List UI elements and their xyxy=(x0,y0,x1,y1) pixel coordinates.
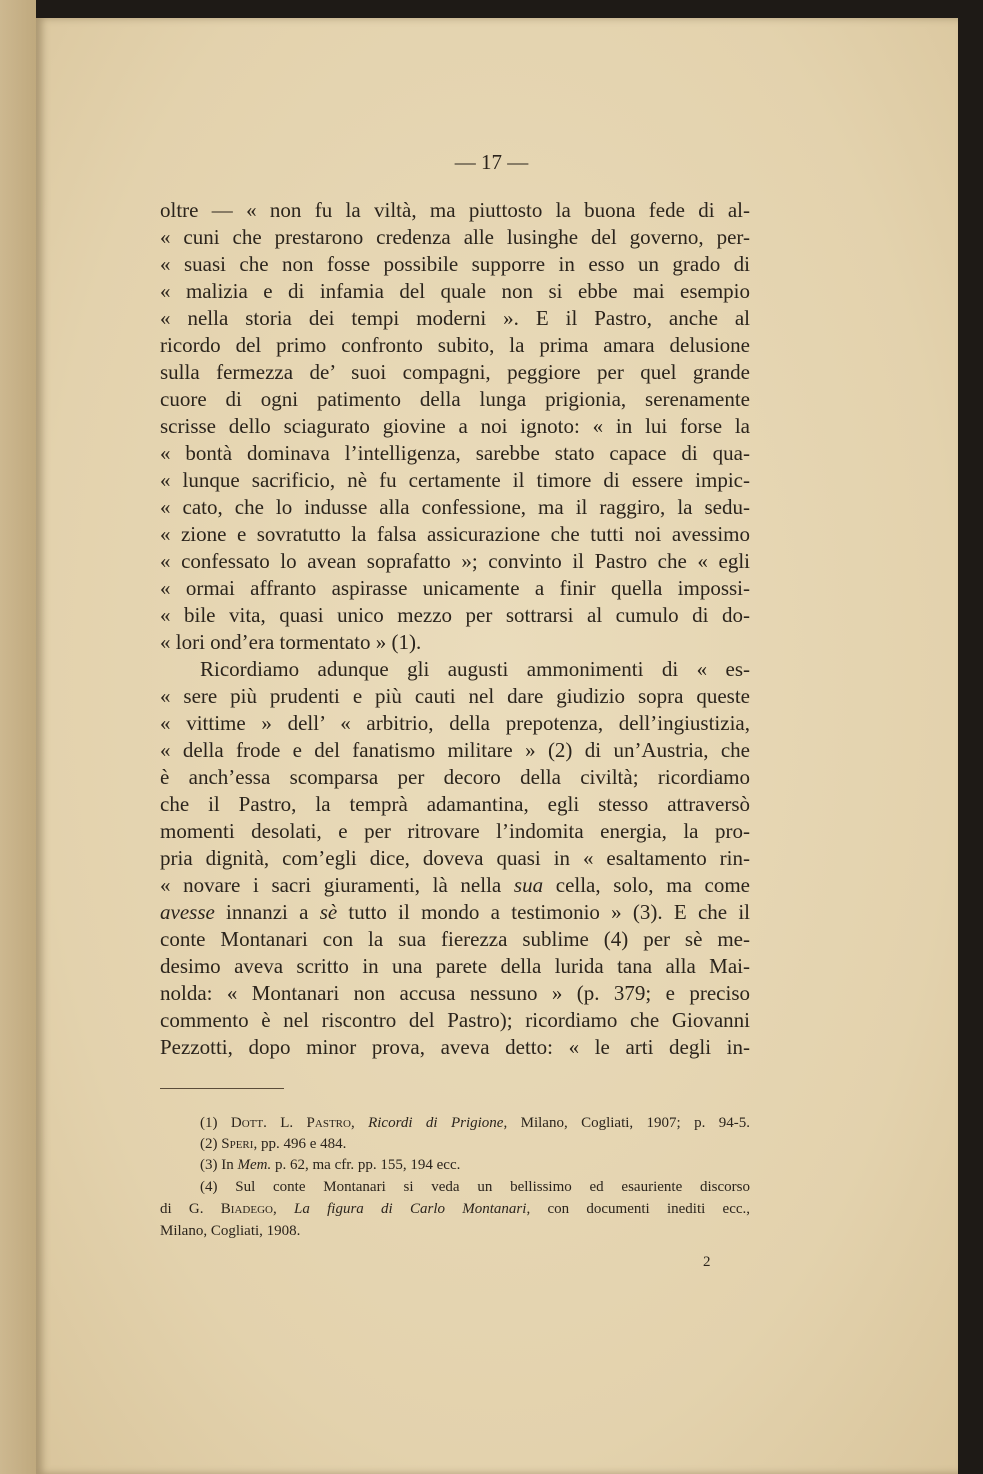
footnote-separator xyxy=(160,1088,284,1089)
text-span: sulla fermezza de’ suoi compagni, peggiore per quel grande xyxy=(160,360,750,384)
text-span: , pp. 496 e 484. xyxy=(253,1136,347,1152)
text-line xyxy=(160,683,750,709)
text-line xyxy=(160,629,750,655)
text-span: desimo aveva scritto in una parete della lurida tana alla Mai- xyxy=(160,954,750,978)
text-span: « vittime » dell’ « arbitrio, della prepotenza, dell’ingiustizia, xyxy=(160,711,750,735)
text-span: cella, solo, ma come xyxy=(543,873,750,897)
text-span: Ricordi di Prigione xyxy=(368,1115,504,1131)
page-number: — 17 — xyxy=(454,150,529,174)
text-line xyxy=(200,656,750,682)
signature-mark: 2 xyxy=(703,1254,711,1270)
text-span: « ormai affranto aspirasse unicamente a finir quella impossi- xyxy=(160,576,750,600)
text-span: tutto il mondo a testimonio » (3). E che il xyxy=(337,900,750,924)
text-span: , Milano, Cogliati, 1907; p. 94-5. xyxy=(503,1115,750,1131)
text-span: nolda: « Montanari non accusa nessuno » (p. 379; e preciso xyxy=(160,981,750,1005)
text-span: « bontà dominava l’intelligenza, sarebbe stato capace di qua- xyxy=(160,441,750,465)
text-span: avesse xyxy=(160,900,215,924)
text-span: « cuni che prestarono credenza alle lusinghe del governo, per- xyxy=(160,225,750,249)
text-span: Speri xyxy=(221,1136,254,1152)
text-line xyxy=(160,980,750,1006)
text-line xyxy=(160,413,750,439)
text-line xyxy=(160,548,750,574)
text-line xyxy=(160,467,750,493)
text-span: « malizia e di infamia del quale non si ebbe mai esempio xyxy=(160,279,750,303)
text-span: « novare i sacri giuramenti, là nella xyxy=(160,873,514,897)
text-line xyxy=(160,224,750,250)
text-line xyxy=(160,197,750,223)
text-span: « cato, che lo indusse alla confessione, ma il raggiro, la sedu- xyxy=(160,495,750,519)
text-span: scrisse dello sciagurato giovine a noi ignoto: « in lui forse la xyxy=(160,414,750,438)
text-span: commento è nel riscontro del Pastro); ricordiamo che Giovanni xyxy=(160,1008,750,1032)
text-span: « lunque sacrificio, nè fu certamente il timore di essere impic- xyxy=(160,468,750,492)
text-span: momenti desolati, e per ritrovare l’indomita energia, la pro- xyxy=(160,819,750,843)
text-line xyxy=(160,791,750,817)
text-line xyxy=(160,521,750,547)
text-span: « zione e sovratutto la falsa assicurazione che tutti noi avessimo xyxy=(160,522,750,546)
text-span: p. 62, ma cfr. pp. 155, 194 ecc. xyxy=(271,1157,461,1173)
text-line xyxy=(160,278,750,304)
text-span: , xyxy=(272,1201,294,1217)
text-span: « della frode e del fanatismo militare » (2) di un’Austria, che xyxy=(160,738,750,762)
footnote xyxy=(160,1199,750,1219)
text-span: , xyxy=(350,1115,369,1131)
text-span: La figura di Carlo Montanari xyxy=(294,1201,527,1217)
text-span: conte Montanari con la sua fierezza sublime (4) per sè me- xyxy=(160,927,750,951)
text-span: , con documenti inediti ecc., xyxy=(526,1201,751,1217)
text-line xyxy=(160,359,750,385)
text-line xyxy=(160,872,750,898)
text-span: « nella storia dei tempi moderni ». E il Pastro, anche al xyxy=(160,306,750,330)
text-line xyxy=(160,710,750,736)
text-line xyxy=(160,332,750,358)
text-span: Ricordiamo adunque gli augusti ammonimenti di « es- xyxy=(200,657,750,681)
text-line xyxy=(160,845,750,871)
text-span: è anch’essa scomparsa per decoro della civiltà; ricordiamo xyxy=(160,765,750,789)
text-span: di G. xyxy=(160,1201,221,1217)
text-line xyxy=(160,1034,750,1060)
text-line xyxy=(160,440,750,466)
text-line xyxy=(160,899,750,925)
previous-page-edge xyxy=(0,0,36,1474)
text-span: oltre — « non fu la viltà, ma piuttosto la buona fede di al- xyxy=(160,198,750,222)
text-span: « bile vita, quasi unico mezzo per sottrarsi al cumulo di do- xyxy=(160,603,750,627)
text-span: Milano, Cogliati, 1908. xyxy=(160,1223,301,1239)
text-span: (4) Sul conte Montanari si veda un bellissimo ed esauriente discorso xyxy=(200,1179,750,1195)
text-span: che il Pastro, la temprà adamantina, egli stesso attraversò xyxy=(160,792,750,816)
text-span: ricordo del primo confronto subito, la prima amara delusione xyxy=(160,333,750,357)
text-line xyxy=(160,818,750,844)
text-span: « sere più prudenti e più cauti nel dare giudizio sopra queste xyxy=(160,684,750,708)
footnote xyxy=(200,1113,750,1133)
text-span: sua xyxy=(513,873,544,897)
text-span: « suasi che non fosse possibile supporre in esso un grado di xyxy=(160,252,750,276)
text-span: Mem. xyxy=(237,1157,272,1173)
text-line xyxy=(160,251,750,277)
footnote xyxy=(200,1177,750,1197)
text-span: Dott. L. Pastro xyxy=(230,1115,351,1131)
footnote xyxy=(160,1221,300,1241)
footnote xyxy=(200,1155,460,1175)
text-line xyxy=(160,386,750,412)
text-line xyxy=(160,1007,750,1033)
text-span: « confessato lo avean soprafatto »; convinto il Pastro che « egli xyxy=(160,549,750,573)
text-line xyxy=(160,575,750,601)
text-line xyxy=(160,305,750,331)
text-line xyxy=(160,953,750,979)
text-line xyxy=(160,737,750,763)
text-span: pria dignità, com’egli dice, doveva quasi in « esaltamento rin- xyxy=(160,846,750,870)
text-span: cuore di ogni patimento della lunga prigionia, serenamente xyxy=(160,387,750,411)
text-line xyxy=(160,602,750,628)
text-line xyxy=(160,494,750,520)
text-span: innanzi a xyxy=(214,900,320,924)
text-span: (2) xyxy=(200,1136,222,1152)
text-line xyxy=(160,926,750,952)
text-span: Pezzotti, dopo minor prova, aveva detto: « le arti degli in- xyxy=(160,1035,750,1059)
text-line xyxy=(160,764,750,790)
text-span: sè xyxy=(319,900,338,924)
footnote xyxy=(200,1134,346,1154)
text-span: Biadego xyxy=(220,1201,273,1217)
text-span: (1) xyxy=(200,1115,231,1131)
text-span: « lori ond’era tormentato » (1). xyxy=(160,630,422,654)
text-span: (3) In xyxy=(200,1157,238,1173)
